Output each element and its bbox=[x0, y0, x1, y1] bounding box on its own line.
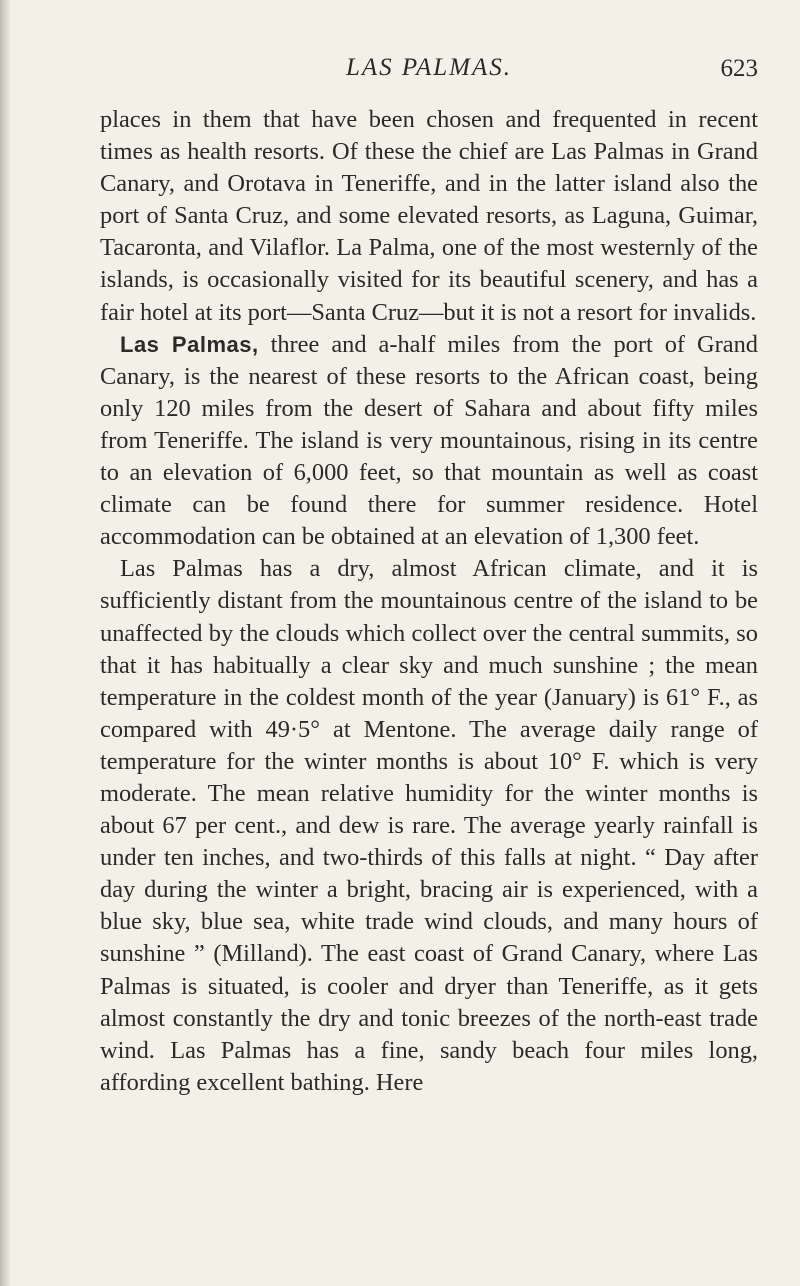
page-number: 623 bbox=[720, 55, 758, 82]
paragraph-2 bbox=[100, 329, 758, 554]
paragraph-1: places in them that have been chosen and frequented in recent times as health resorts. Of these the chief are Las Palmas in Grand Canary, and Orotava in Teneriffe, and in the latter island also the port of Santa Cruz, and some elevated resorts, as Laguna, Guimar, Tacaronta, and Vilaflor. La Palma, one of the most westernly of the islands, is occasionally visited for its beautiful scenery, and has a fair hotel at its port—Santa Cruz—but it is not a resort for invalids. bbox=[100, 106, 758, 326]
binding-edge bbox=[0, 0, 10, 1286]
paragraph-3: Las Palmas has a dry, almost African climate, and it is sufficiently distant from the mountainous centre of the island to be unaffected by the clouds which collect over the central summits, so that it has habitually a clear sky and much sunshine ; the mean temperature in the coldest month of the year (January) is 61° F., as compared with 49·5° at Mentone. The average daily range of temperature for the winter months is about 10° F. which is very moderate. The mean relative humidity for the winter months is about 67 per cent., and dew is rare. The average yearly rainfall is under ten inches, and two-thirds of this falls at night. “ Day after day during the winter a bright, bracing air is experienced, with a blue sky, blue sea, white trade wind clouds, and many hours of sunshine ” (Milland). The east coast of Grand Canary, where Las Palmas is situated, is cooler and dryer than Teneriffe, as it gets almost constantly the dry and tonic breezes of the north-east trade wind. Las Palmas has a fine, sandy beach four miles long, affording excellent bathing. Here bbox=[100, 555, 758, 1096]
paragraph-2-text: three and a-half miles from the port of Grand Canary, is the nearest of these resorts to the African coast, being only 120 miles from the desert of Sahara and about fifty miles from Teneriffe. The island is very mountainous, rising in its centre to an elevation of 6,000 feet, so that mountain as well as coast climate can be found there for summer residence. Hotel accommodation can be obtained at an elevation of 1,300 feet. bbox=[100, 330, 758, 551]
page-header bbox=[100, 54, 758, 88]
body-text bbox=[100, 104, 758, 1099]
running-head: LAS PALMAS. bbox=[346, 54, 512, 81]
paragraph-2-heading: Las Palmas, bbox=[120, 331, 259, 357]
